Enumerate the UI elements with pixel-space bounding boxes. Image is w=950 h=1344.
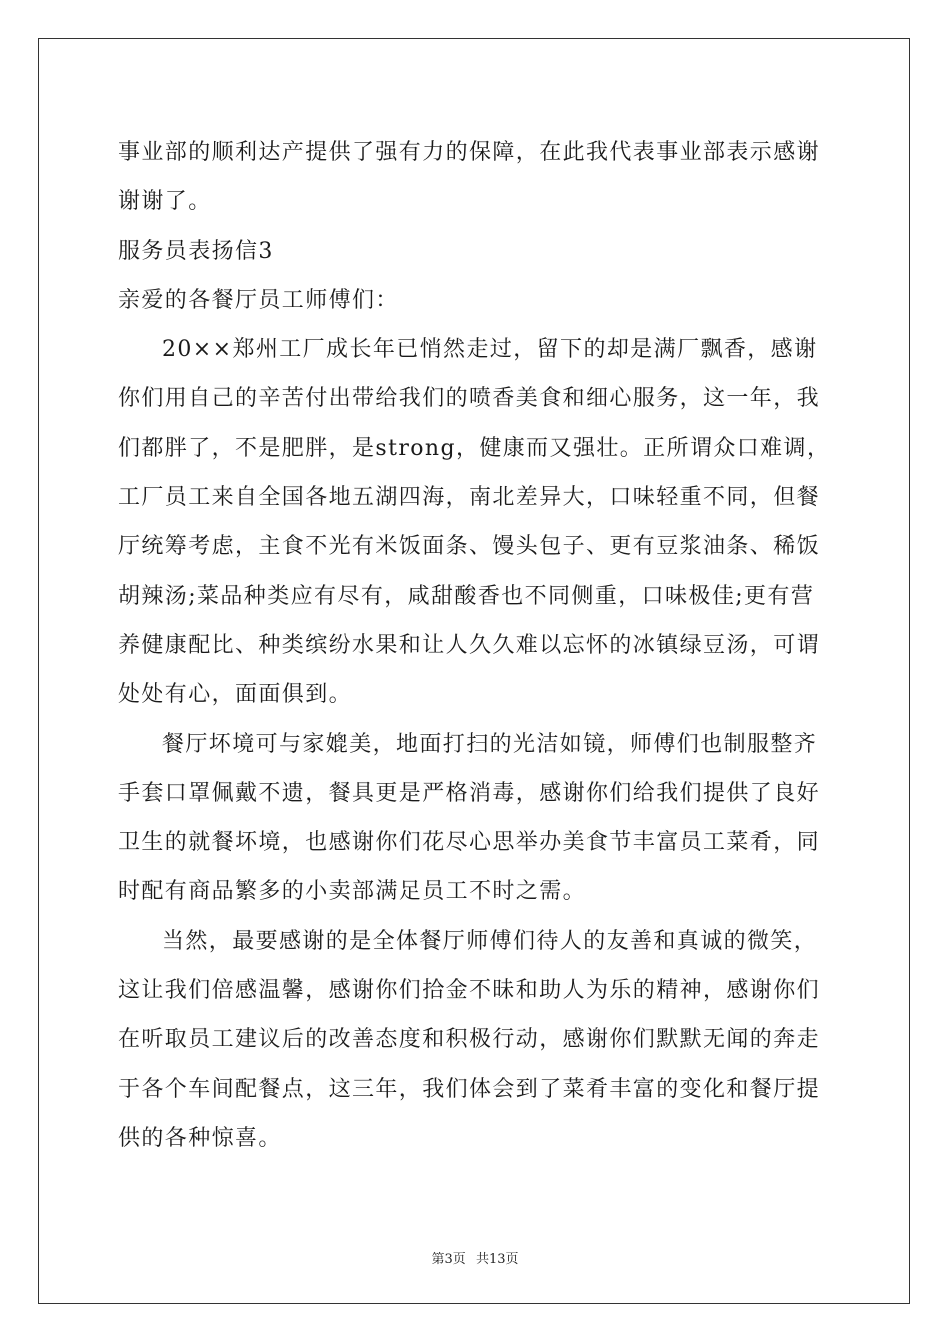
salutation: 亲爱的各餐厅员工师傅们： [118, 287, 399, 313]
text-line: 手套口罩佩戴不遗，餐具更是严格消毒，感谢你们给我们提供了良好 [118, 780, 821, 806]
text-line: 谢谢了。 [118, 189, 212, 215]
text-line: 于各个车间配餐点，这三年，我们体会到了菜肴丰富的变化和餐厅提 [118, 1076, 821, 1102]
text-line: 卫生的就餐坏境，也感谢你们花尽心思举办美食节丰富员工菜肴，同 [118, 830, 821, 856]
text-line: 们都胖了，不是肥胖，是strong，健康而又强壮。正所谓众口难调， [118, 435, 831, 461]
text-line: 厅统筹考虑，主食不光有米饭面条、馒头包子、更有豆浆油条、稀饭 [118, 534, 821, 560]
text-line: 时配有商品繁多的小卖部满足员工不时之需。 [118, 879, 587, 905]
text-line: 这让我们倍感温馨，感谢你们拾金不昧和助人为乐的精神，感谢你们 [118, 978, 821, 1004]
page-footer [0, 1248, 950, 1267]
paragraph-start: 20××郑州工厂成长年已悄然走过，留下的却是满厂飘香，感谢 [162, 337, 818, 363]
document-body [118, 128, 834, 1163]
text-line: 胡辣汤;菜品种类应有尽有，咸甜酸香也不同侧重，口味极佳;更有营 [118, 583, 815, 609]
text-line: 供的各种惊喜。 [118, 1125, 282, 1151]
section-heading: 服务员表扬信3 [118, 238, 274, 264]
text-line: 你们用自己的辛苦付出带给我们的喷香美食和细心服务，这一年，我 [118, 386, 821, 412]
text-line: 养健康配比、种类缤纷水果和让人久久难以忘怀的冰镇绿豆汤，可谓 [118, 632, 821, 658]
page-number: 第3页 [431, 1252, 466, 1267]
paragraph-start: 餐厅坏境可与家媲美，地面打扫的光洁如镜，师傅们也制服整齐 [162, 731, 818, 757]
paragraph-start: 当然，最要感谢的是全体餐厅师傅们待人的友善和真诚的微笑， [162, 928, 818, 954]
text-line: 事业部的顺利达产提供了强有力的保障，在此我代表事业部表示感谢 [118, 140, 821, 165]
page-total: 共13页 [475, 1252, 519, 1267]
text-line: 在听取员工建议后的改善态度和积极行动，感谢你们默默无闻的奔走 [118, 1027, 821, 1053]
text-line: 处处有心，面面俱到。 [118, 682, 353, 708]
text-line: 工厂员工来自全国各地五湖四海，南北差异大，口味轻重不同，但餐 [118, 485, 821, 511]
